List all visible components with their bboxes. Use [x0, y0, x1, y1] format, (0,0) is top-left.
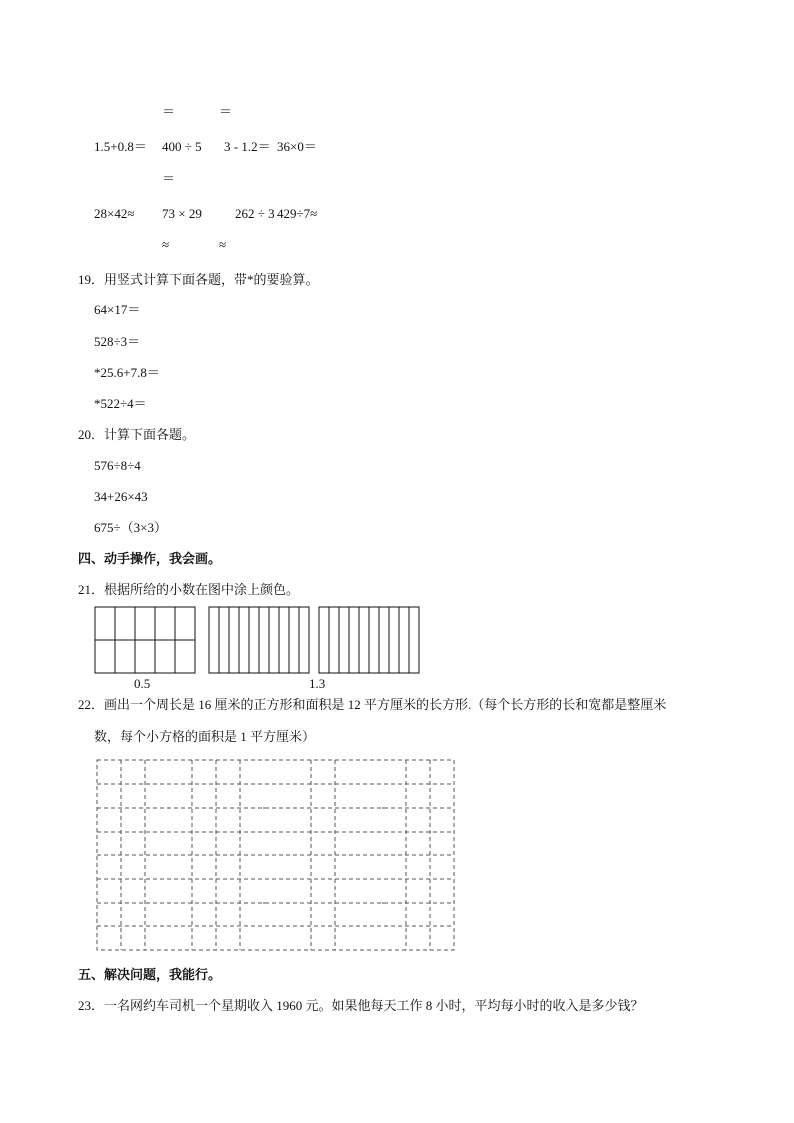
decimal-grid-tenths-2x5[interactable]: [95, 607, 195, 673]
oral-expression: 28×42≈: [94, 206, 135, 221]
q19-item: 528÷3＝: [94, 334, 141, 349]
oral-expression: 36×0＝: [277, 139, 317, 154]
oral-expression: 429÷7≈: [277, 206, 318, 221]
q19-item: *522÷4＝: [94, 396, 147, 411]
q19-item: 64×17＝: [94, 302, 141, 317]
equals-sign: ＝: [219, 104, 233, 119]
grid-label-1-3: 1.3: [309, 676, 326, 691]
question-22-line-1: 22．画出一个周长是 16 厘米的正方形和面积是 12 平方厘米的长方形.（每个长方形的长和宽都是整厘米: [78, 697, 667, 712]
q20-item: 576÷8÷4: [94, 458, 141, 473]
question-21-title: 21．根据所给的小数在图中涂上颜色。: [78, 582, 300, 597]
oral-expression: 73 × 29: [162, 206, 202, 221]
question-20-title: 20．计算下面各题。: [78, 427, 196, 442]
oral-expression: 3 - 1.2＝: [224, 139, 271, 154]
section-4-heading: 四、动手操作，我会画。: [78, 551, 222, 566]
q19-item: *25.6+7.8＝: [94, 365, 160, 380]
equals-sign: ＝: [162, 104, 176, 119]
oral-expression: 1.5+0.8＝: [94, 139, 147, 154]
square-paper-grid[interactable]: [97, 760, 454, 950]
grid-label-0-5: 0.5: [134, 676, 151, 691]
decimal-grid-tenths-strips-2[interactable]: [319, 607, 419, 673]
oral-expression: 262 ÷ 3: [235, 206, 275, 221]
decimal-grid-tenths-strips-1[interactable]: [209, 607, 309, 673]
oral-expression: 400 ÷ 5: [162, 139, 202, 154]
question-19-title: 19．用竖式计算下面各题，带*的要验算。: [78, 272, 319, 287]
question-22-line-2: 数，每个小方格的面积是 1 平方厘米）: [94, 729, 316, 744]
question-23-title: 23．一名网约车司机一个星期收入 1960 元。如果他每天工作 8 小时，平均每小时的收入是多少钱？: [78, 998, 644, 1013]
approx-sign: ≈: [162, 237, 170, 252]
approx-sign: ≈: [219, 237, 227, 252]
q20-item: 34+26×43: [94, 489, 148, 504]
q20-item: 675÷（3×3）: [94, 520, 167, 535]
section-5-heading: 五、解决问题，我能行。: [78, 967, 222, 982]
equals-sign: ＝: [162, 171, 176, 186]
